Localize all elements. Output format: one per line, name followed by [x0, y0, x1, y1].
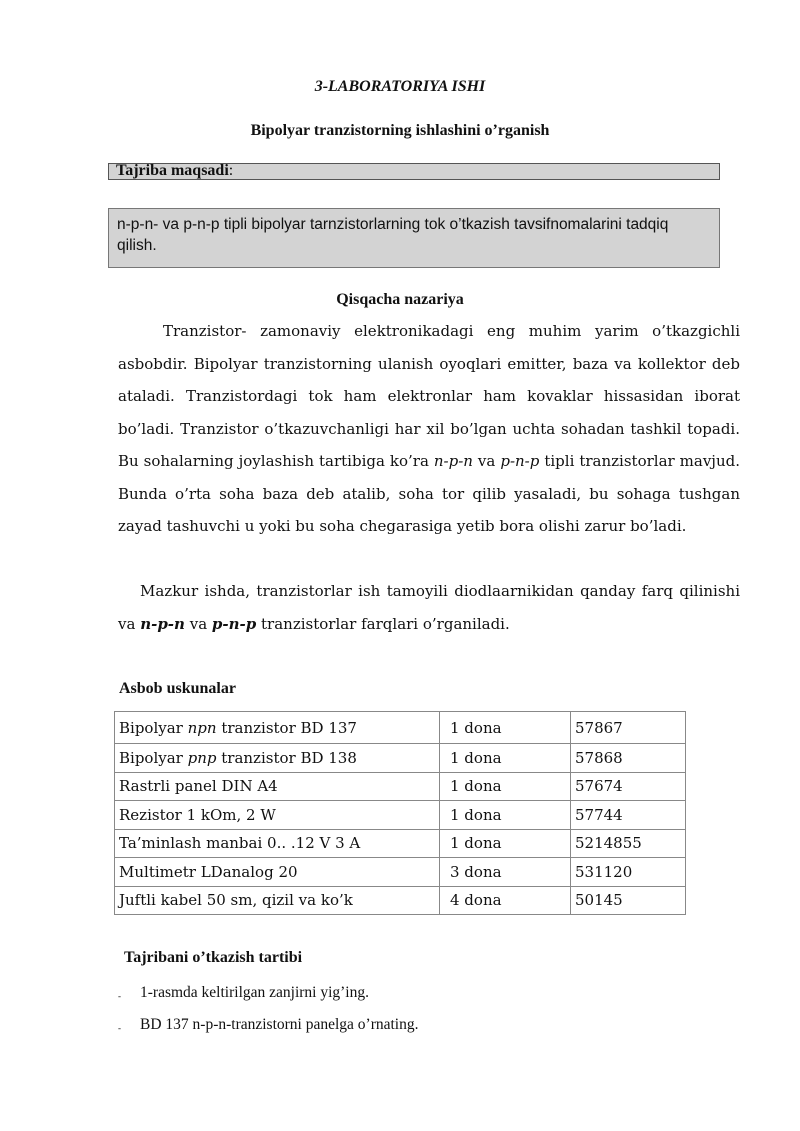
equipment-type: npn [187, 718, 217, 737]
equipment-name: Rastrli panel DIN A4 [119, 777, 278, 796]
equipment-name-cell [115, 712, 440, 744]
equipment-heading: Asbob uskunalar [119, 680, 236, 697]
equipment-quantity: 4 dona [440, 886, 571, 915]
step-text: 1-rasmda keltirilgan zanjirni yig’ing. [140, 984, 369, 1001]
equipment-code: 5214855 [571, 829, 686, 858]
equipment-quantity: 1 dona [440, 772, 571, 801]
equipment-table [114, 711, 686, 915]
equipment-quantity: 3 dona [440, 858, 571, 887]
p1-pnp: p-n-p [500, 452, 540, 470]
aim-label-text: Tajriba maqsadi [116, 162, 229, 179]
equipment-code: 57674 [571, 772, 686, 801]
step-bullet: - [118, 991, 121, 1001]
table-row [115, 858, 686, 887]
equipment-name-cell [115, 772, 440, 801]
equipment-name: Bipolyar [119, 718, 188, 737]
theory-paragraph-1 [118, 315, 740, 543]
equipment-name-rest: tranzistor BD 138 [216, 748, 357, 767]
equipment-name: Multimetr LDanalog 20 [119, 862, 298, 881]
equipment-quantity: 1 dona [440, 712, 571, 744]
procedure-heading: Tajribani o’tkazish tartibi [124, 949, 303, 966]
equipment-type: pnp [187, 748, 217, 767]
equipment-name: Ta’minlash manbai 0.. .12 V 3 A [119, 834, 361, 853]
equipment-code: 57868 [571, 744, 686, 773]
p2-pnp: p-n-p [211, 614, 257, 633]
p1-text-b: va [472, 452, 501, 470]
step-text: BD 137 n-p-n-tranzistorni panelga o’rnating. [140, 1016, 419, 1033]
equipment-name: Bipolyar [119, 748, 188, 767]
aim-heading-bar [108, 163, 720, 180]
equipment-name-cell [115, 886, 440, 915]
table-row [115, 772, 686, 801]
p2-text-b: va [184, 614, 212, 633]
equipment-quantity: 1 dona [440, 801, 571, 830]
p1-text-c: tipli tranzistorlar mavjud. Bunda o’rta soha baza deb atalib, soha tor qilib yasaladi, bu sohaga tushgan zayad tashuvchi u yoki bu soha chegarasiga yetib bora olishi zarur bo’ladi. [118, 452, 740, 535]
step-bullet: - [118, 1023, 121, 1033]
equipment-name-cell [115, 829, 440, 858]
equipment-code: 50145 [571, 886, 686, 915]
aim-heading [116, 162, 233, 180]
procedure-step [118, 980, 419, 1012]
theory-paragraph-2 [118, 575, 740, 640]
p2-text-c: tranzistorlar farqlari o’rganiladi. [256, 614, 510, 633]
equipment-name: Rezistor 1 kOm, 2 W [119, 805, 276, 824]
page-subtitle: Bipolyar tranzistorning ishlashini o’rganish [250, 122, 550, 139]
equipment-quantity: 1 dona [440, 829, 571, 858]
table-row [115, 744, 686, 773]
table-row [115, 886, 686, 915]
table-row [115, 829, 686, 858]
procedure-steps [118, 980, 419, 1044]
procedure-step [118, 1012, 419, 1044]
aim-colon: : [228, 162, 234, 179]
equipment-name-cell [115, 858, 440, 887]
equipment-name: Juftli kabel 50 sm, qizil va ko’k [119, 891, 353, 910]
page-title: 3-LABORATORIYA ISHI [314, 78, 486, 95]
p1-npn: n-p-n [433, 452, 473, 470]
theory-heading: Qisqacha nazariya [336, 291, 464, 308]
aim-text-box: n-p-n- va p-n-p tipli bipolyar tarnzistorlarning tok o’tkazish tavsifnomalarini tadqiq qilish. [108, 208, 720, 268]
equipment-code: 57744 [571, 801, 686, 830]
equipment-code: 531120 [571, 858, 686, 887]
table-row [115, 712, 686, 744]
p2-text-a: Mazkur ishda, tranzistorlar ish tamoyili diodlaarnikidan qanday farq qilinishi va [118, 582, 740, 633]
equipment-code: 57867 [571, 712, 686, 744]
equipment-name-cell [115, 744, 440, 773]
equipment-name-rest: tranzistor BD 137 [216, 718, 357, 737]
equipment-quantity: 1 dona [440, 744, 571, 773]
p2-npn: n-p-n [140, 614, 185, 633]
equipment-name-cell [115, 801, 440, 830]
table-row [115, 801, 686, 830]
p1-text-a: Tranzistor- zamonaviy elektronikadagi eng muhim yarim o’tkazgichli asbobdir. Bipolyar tranzistorning ulanish oyoqlari emitter, baza va kollektor deb ataladi. Tranzistordagi tok ham elektronlar ham kovaklar hissasidan iborat bo’ladi. Tranzistor o’tkazuvchanligi har xil bo’lgan uchta sohadan tashkil topadi. Bu sohalarning joylashish tartibiga ko’ra [118, 322, 740, 470]
